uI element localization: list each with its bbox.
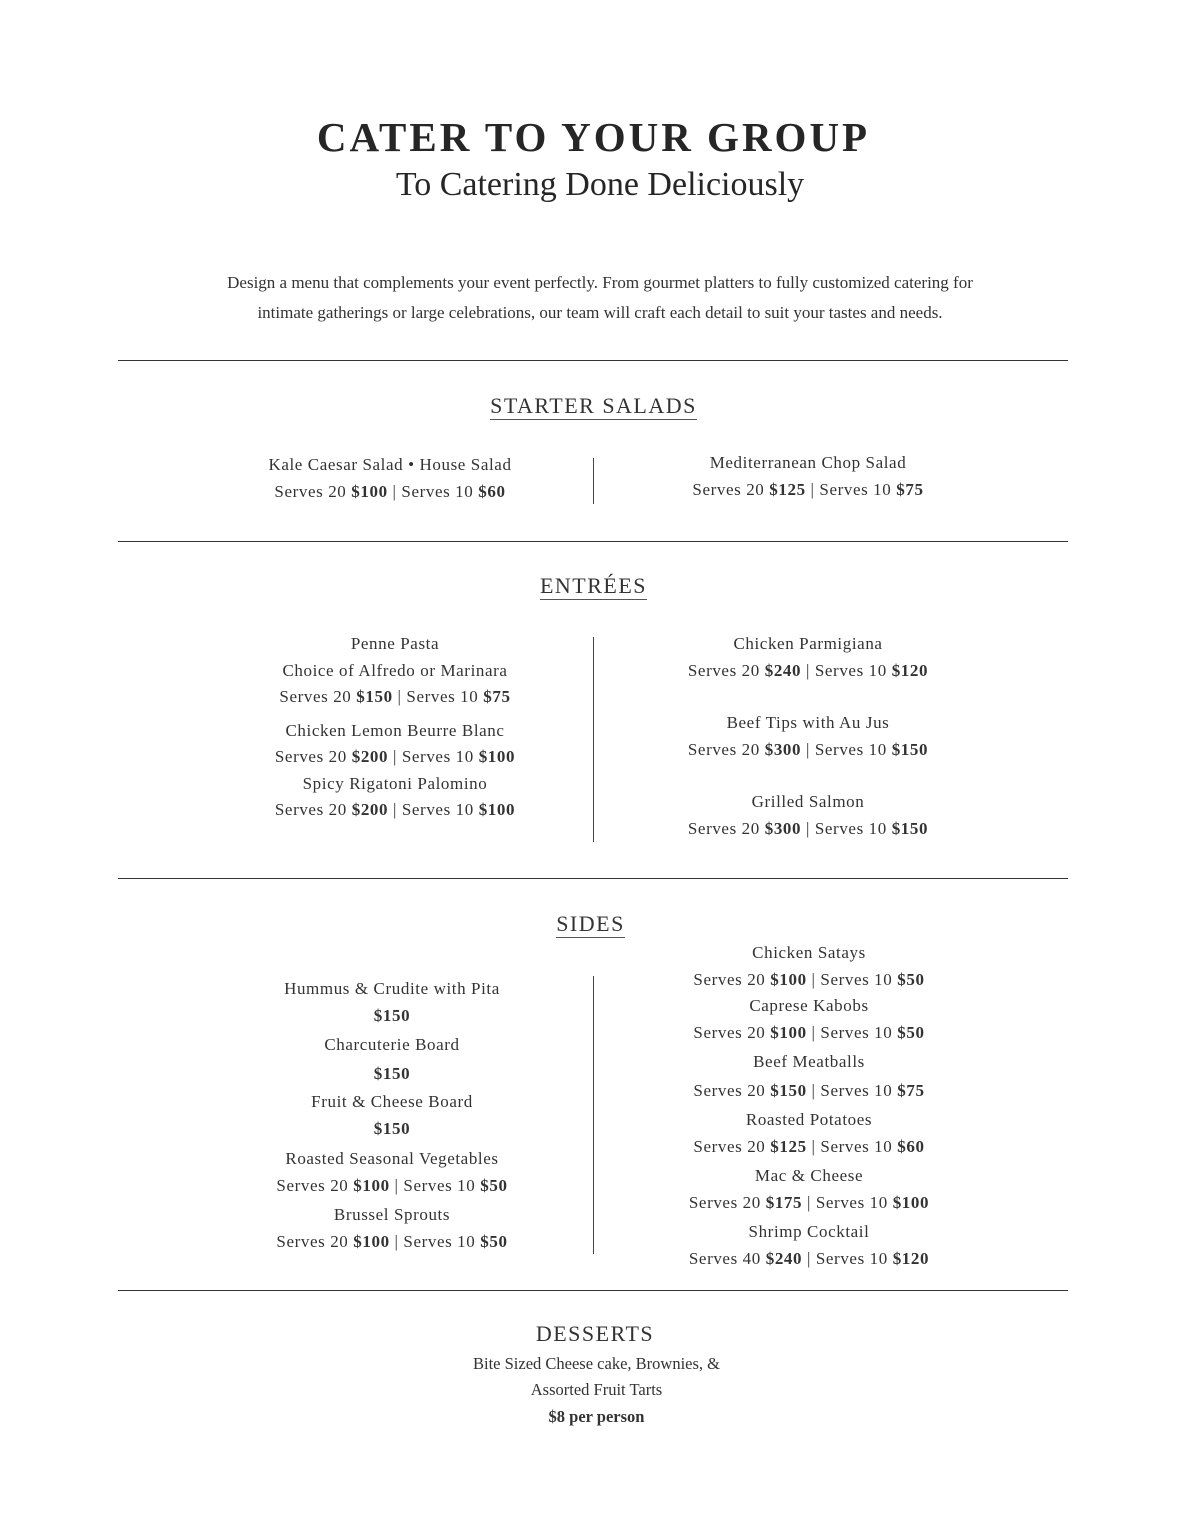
menu-item-price: Serves 20 $125 | Serves 10 $60 (693, 1136, 925, 1156)
menu-item-price: Serves 40 $240 | Serves 10 $120 (688, 1248, 930, 1268)
menu-item-price: Serves 20 $100 | Serves 10 $50 (693, 1022, 925, 1042)
menu-item-price: Serves 20 $100 | Serves 10 $50 (693, 969, 925, 989)
column-divider (593, 458, 594, 504)
menu-item-price: Serves 20 $100 | Serves 10 $50 (276, 1175, 508, 1195)
menu-item-price: Serves 20 $150 | Serves 10 $75 (693, 1080, 925, 1100)
menu-item-name: Spicy Rigatoni Palomino (302, 773, 488, 793)
page-subtitle: To Catering Done Deliciously (395, 166, 805, 203)
menu-item-price: $150 (373, 1118, 411, 1138)
menu-item-price: Serves 20 $125 | Serves 10 $75 (692, 479, 924, 499)
menu-item-name: Brussel Sprouts (333, 1205, 451, 1224)
heading-text: ENTRÉES (539, 573, 648, 598)
menu-item-name: Mac & Cheese (754, 1166, 864, 1185)
sides-left-column (192, 976, 592, 1255)
menu-item-price: Serves 20 $150 | Serves 10 $75 (279, 687, 511, 706)
dessert-line-2: Assorted Fruit Tarts (530, 1380, 663, 1399)
menu-item-name: Beef Tips with Au Jus (726, 713, 890, 732)
menu-item-price: $150 (373, 1005, 411, 1025)
menu-item-name: Shrimp Cocktail (748, 1222, 870, 1241)
menu-item-price: Serves 20 $200 | Serves 10 $100 (274, 800, 516, 819)
entrees-right-column (608, 631, 1008, 842)
menu-item-note: Choice of Alfredo or Marinara (282, 660, 508, 680)
menu-item-name: Chicken Lemon Beurre Blanc (285, 720, 505, 740)
heading-text: SIDES (556, 911, 625, 936)
menu-item-name: Roasted Potatoes (745, 1110, 873, 1129)
section-heading-starter-salads (0, 393, 1187, 419)
menu-item-name: Kale Caesar Salad • House Salad (268, 455, 512, 474)
salads-right-column (608, 450, 1008, 503)
menu-item-name: Mediterranean Chop Salad (709, 453, 907, 472)
column-divider (593, 976, 594, 1254)
dessert-line-1: Bite Sized Cheese cake, Brownies, & (473, 1354, 720, 1373)
menu-item-name: Roasted Seasonal Vegetables (285, 1149, 499, 1168)
menu-item-price: $150 (373, 1063, 411, 1083)
menu-item-price: Serves 20 $300 | Serves 10 $150 (687, 818, 929, 838)
menu-item-price: Serves 20 $200 | Serves 10 $100 (274, 747, 516, 766)
menu-item-name: Charcuterie Board (324, 1035, 460, 1054)
intro-line-1: Design a menu that complements your event perfectly. From gourmet platters to fully customized catering for (227, 273, 973, 292)
menu-item-name: Chicken Parmigiana (733, 634, 883, 653)
salads-left-column (190, 452, 590, 505)
section-heading-desserts: DESSERTS (535, 1321, 655, 1346)
menu-item-price: Serves 20 $300 | Serves 10 $150 (687, 739, 929, 759)
menu-item-name: Caprese Kabobs (749, 996, 869, 1015)
divider (118, 360, 1068, 361)
divider (118, 1290, 1068, 1291)
menu-item-price: Serves 20 $175 | Serves 10 $100 (688, 1192, 930, 1212)
menu-item-price: Serves 20 $240 | Serves 10 $120 (687, 660, 929, 680)
page-title: CATER TO YOUR GROUP (316, 114, 871, 160)
heading-text: STARTER SALADS (490, 393, 697, 418)
divider (118, 541, 1068, 542)
section-heading-entrees (0, 573, 1187, 599)
menu-item-name: Chicken Satays (752, 943, 866, 962)
menu-item-name: Hummus & Crudite with Pita (284, 979, 500, 998)
section-heading-sides (0, 911, 1184, 937)
menu-item-name: Fruit & Cheese Board (311, 1092, 473, 1111)
menu-item-name: Beef Meatballs (753, 1052, 865, 1071)
menu-item-price: Serves 20 $100 | Serves 10 $50 (276, 1231, 508, 1251)
dessert-price: $8 per person (548, 1407, 645, 1426)
entrees-left-column (195, 631, 595, 824)
menu-item-name: Penne Pasta (350, 634, 440, 653)
divider (118, 878, 1068, 879)
menu-item-name: Grilled Salmon (751, 792, 865, 811)
sides-right-column (609, 940, 1009, 1272)
menu-item-price: Serves 20 $100 | Serves 10 $60 (274, 481, 506, 501)
intro-line-2: intimate gatherings or large celebrations, our team will craft each detail to suit your tastes and needs. (257, 303, 943, 322)
intro-paragraph (150, 268, 1050, 328)
